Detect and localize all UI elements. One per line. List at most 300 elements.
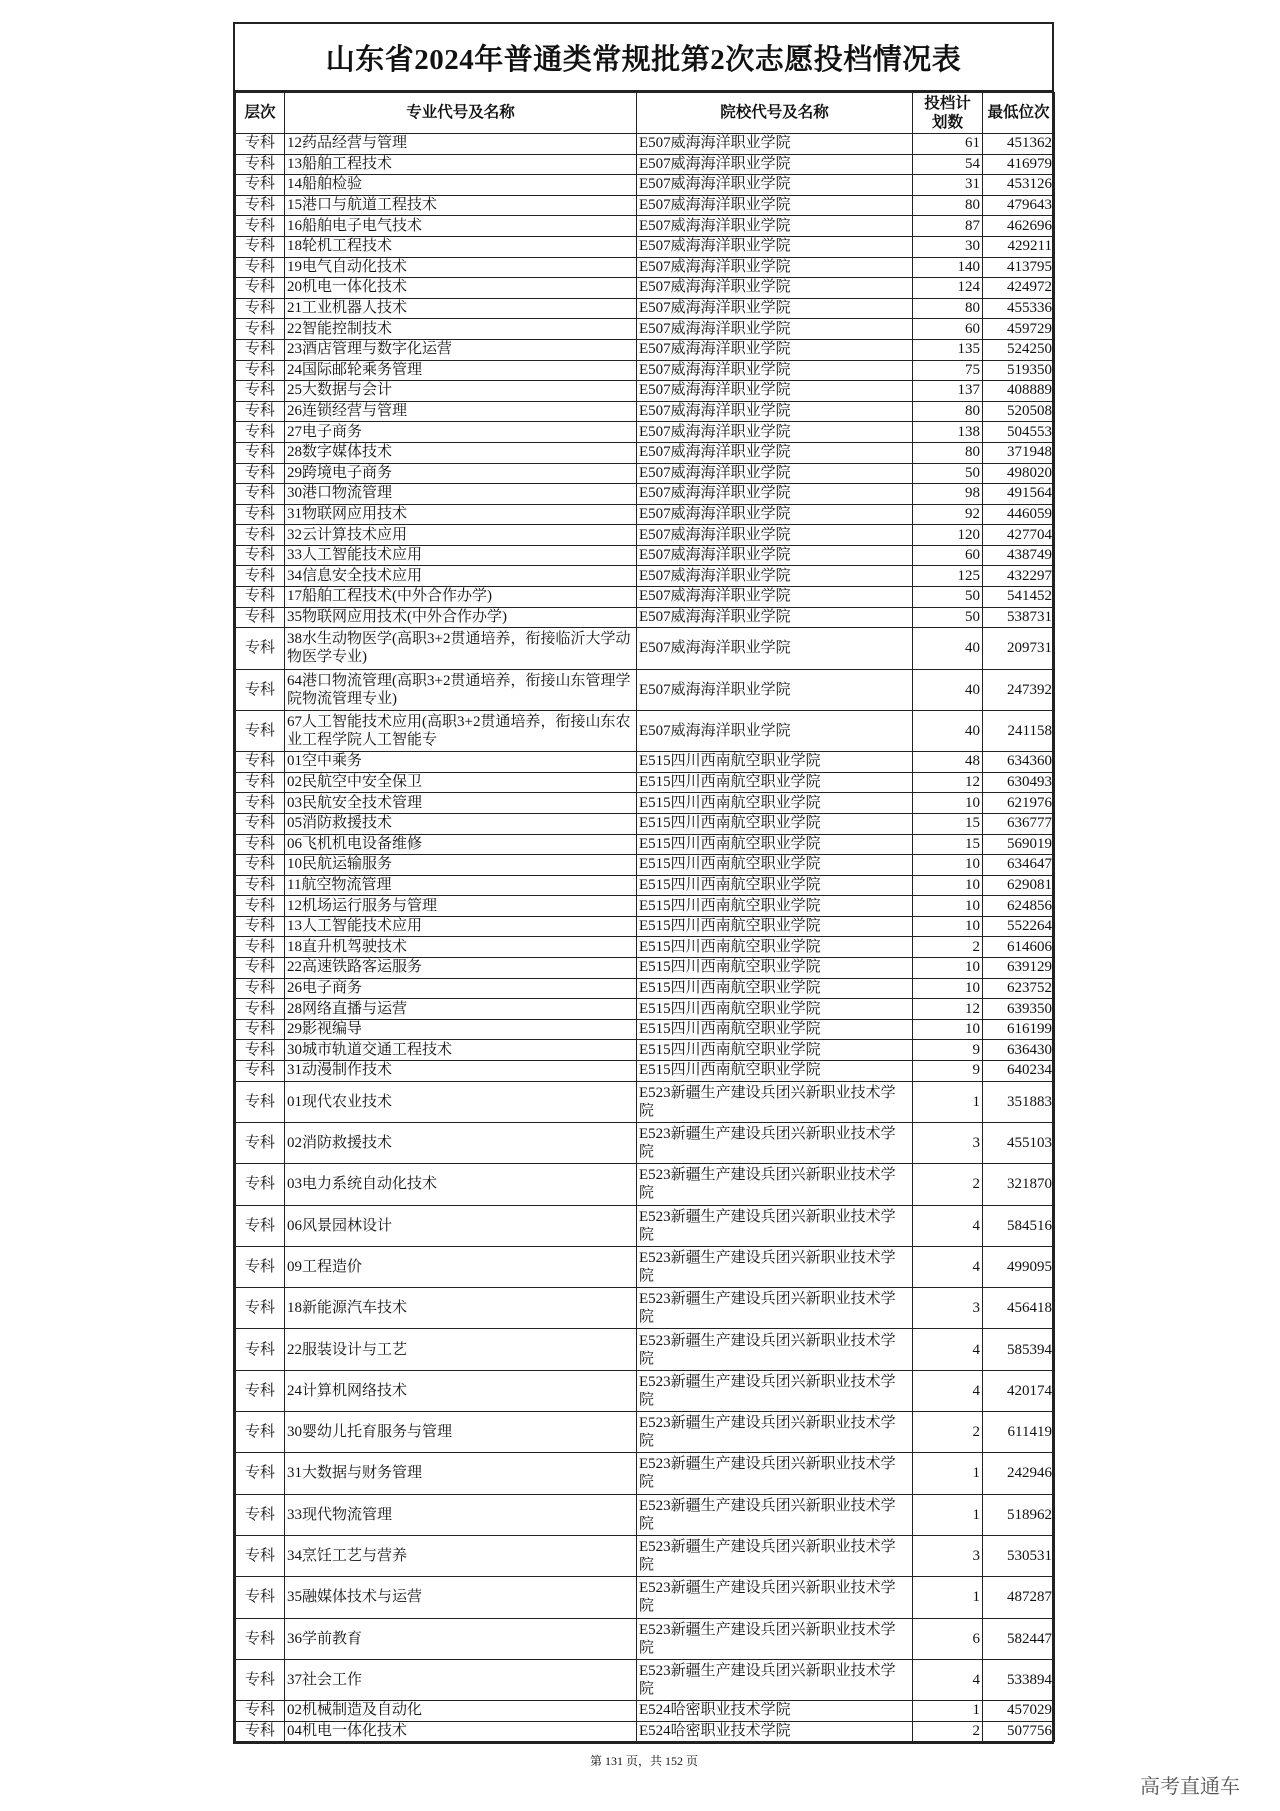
cell-major: 25大数据与会计 [285, 381, 637, 402]
cell-rank: 456418 [983, 1288, 1055, 1329]
cell-rank: 639350 [983, 999, 1055, 1020]
cell-school: E515四川西南航空职业学院 [637, 834, 913, 855]
table-row [236, 442, 1055, 463]
cell-plan: 80 [913, 442, 983, 463]
cell-school: E523新疆生产建设兵团兴新职业技术学院 [637, 1164, 913, 1205]
cell-plan: 120 [913, 525, 983, 546]
cell-plan: 10 [913, 875, 983, 896]
cell-major: 30婴幼儿托育服务与管理 [285, 1412, 637, 1453]
cell-major: 64港口物流管理(高职3+2贯通培养，衔接山东管理学院物流管理专业) [285, 669, 637, 710]
cell-level: 专科 [236, 257, 285, 278]
cell-level: 专科 [236, 958, 285, 979]
cell-rank: 424972 [983, 278, 1055, 299]
cell-plan: 30 [913, 236, 983, 257]
table-row [236, 1618, 1055, 1659]
cell-plan: 15 [913, 813, 983, 834]
table-row [236, 1040, 1055, 1061]
cell-major: 18直升机驾驶技术 [285, 937, 637, 958]
cell-rank: 241158 [983, 710, 1055, 751]
cell-plan: 40 [913, 669, 983, 710]
cell-level: 专科 [236, 875, 285, 896]
table-row [236, 1019, 1055, 1040]
cell-major: 38水生动物医学(高职3+2贯通培养，衔接临沂大学动物医学专业) [285, 628, 637, 669]
cell-plan: 10 [913, 958, 983, 979]
cell-school: E523新疆生产建设兵团兴新职业技术学院 [637, 1288, 913, 1329]
cell-plan: 40 [913, 710, 983, 751]
cell-level: 专科 [236, 628, 285, 669]
table-row [236, 916, 1055, 937]
cell-major: 37社会工作 [285, 1659, 637, 1700]
cell-major: 10民航运输服务 [285, 855, 637, 876]
cell-plan: 2 [913, 1164, 983, 1205]
cell-school: E507威海海洋职业学院 [637, 134, 913, 155]
cell-rank: 455103 [983, 1122, 1055, 1163]
table-row [236, 278, 1055, 299]
cell-rank: 451362 [983, 134, 1055, 155]
cell-level: 专科 [236, 278, 285, 299]
cell-plan: 125 [913, 566, 983, 587]
cell-level: 专科 [236, 216, 285, 237]
cell-school: E507威海海洋职业学院 [637, 607, 913, 628]
cell-school: E515四川西南航空职业学院 [637, 855, 913, 876]
cell-plan: 1 [913, 1701, 983, 1722]
header-plan: 投档计划数 [913, 93, 983, 134]
cell-level: 专科 [236, 298, 285, 319]
cell-major: 20机电一体化技术 [285, 278, 637, 299]
table-row [236, 1164, 1055, 1205]
cell-level: 专科 [236, 793, 285, 814]
table-row [236, 1081, 1055, 1122]
cell-plan: 54 [913, 154, 983, 175]
cell-level: 专科 [236, 319, 285, 340]
cell-major: 02机械制造及自动化 [285, 1701, 637, 1722]
cell-level: 专科 [236, 772, 285, 793]
cell-major: 31大数据与财务管理 [285, 1453, 637, 1494]
table-row [236, 937, 1055, 958]
cell-plan: 9 [913, 1040, 983, 1061]
cell-school: E507威海海洋职业学院 [637, 360, 913, 381]
table-row [236, 1205, 1055, 1246]
cell-plan: 9 [913, 1061, 983, 1082]
cell-level: 专科 [236, 1329, 285, 1370]
cell-rank: 427704 [983, 525, 1055, 546]
table-row [236, 772, 1055, 793]
cell-plan: 12 [913, 999, 983, 1020]
cell-major: 31动漫制作技术 [285, 1061, 637, 1082]
cell-school: E507威海海洋职业学院 [637, 278, 913, 299]
cell-level: 专科 [236, 442, 285, 463]
cell-level: 专科 [236, 813, 285, 834]
cell-major: 14船舶检验 [285, 175, 637, 196]
cell-major: 26连锁经营与管理 [285, 401, 637, 422]
cell-level: 专科 [236, 999, 285, 1020]
cell-rank: 455336 [983, 298, 1055, 319]
cell-plan: 10 [913, 855, 983, 876]
cell-major: 32云计算技术应用 [285, 525, 637, 546]
cell-major: 31物联网应用技术 [285, 504, 637, 525]
cell-level: 专科 [236, 1494, 285, 1535]
cell-rank: 538731 [983, 607, 1055, 628]
cell-school: E515四川西南航空职业学院 [637, 1040, 913, 1061]
cell-level: 专科 [236, 360, 285, 381]
cell-school: E523新疆生产建设兵团兴新职业技术学院 [637, 1246, 913, 1287]
cell-level: 专科 [236, 1659, 285, 1700]
cell-school: E523新疆生产建设兵团兴新职业技术学院 [637, 1081, 913, 1122]
cell-level: 专科 [236, 525, 285, 546]
cell-rank: 507756 [983, 1721, 1055, 1742]
cell-major: 13船舶工程技术 [285, 154, 637, 175]
cell-rank: 487287 [983, 1577, 1055, 1618]
page-title: 山东省2024年普通类常规批第2次志愿投档情况表 [235, 24, 1052, 92]
cell-school: E507威海海洋职业学院 [637, 463, 913, 484]
cell-school: E507威海海洋职业学院 [637, 504, 913, 525]
cell-school: E523新疆生产建设兵团兴新职业技术学院 [637, 1453, 913, 1494]
cell-plan: 50 [913, 607, 983, 628]
cell-level: 专科 [236, 236, 285, 257]
cell-level: 专科 [236, 752, 285, 773]
cell-plan: 10 [913, 896, 983, 917]
cell-plan: 12 [913, 772, 983, 793]
cell-plan: 61 [913, 134, 983, 155]
cell-plan: 4 [913, 1329, 983, 1370]
cell-rank: 533894 [983, 1659, 1055, 1700]
cell-plan: 1 [913, 1494, 983, 1535]
table-row [236, 401, 1055, 422]
cell-school: E507威海海洋职业学院 [637, 175, 913, 196]
table-row [236, 360, 1055, 381]
cell-school: E523新疆生产建设兵团兴新职业技术学院 [637, 1122, 913, 1163]
table-row [236, 1701, 1055, 1722]
cell-plan: 2 [913, 937, 983, 958]
header-rank: 最低位次 [983, 93, 1055, 134]
cell-major: 02消防救援技术 [285, 1122, 637, 1163]
cell-level: 专科 [236, 978, 285, 999]
cell-level: 专科 [236, 1246, 285, 1287]
cell-major: 22服装设计与工艺 [285, 1329, 637, 1370]
table-row [236, 319, 1055, 340]
cell-rank: 569019 [983, 834, 1055, 855]
cell-rank: 209731 [983, 628, 1055, 669]
cell-level: 专科 [236, 587, 285, 608]
table-row [236, 1494, 1055, 1535]
cell-major: 09工程造价 [285, 1246, 637, 1287]
cell-level: 专科 [236, 1164, 285, 1205]
cell-school: E507威海海洋职业学院 [637, 154, 913, 175]
cell-school: E507威海海洋职业学院 [637, 339, 913, 360]
cell-rank: 634360 [983, 752, 1055, 773]
cell-school: E507威海海洋职业学院 [637, 236, 913, 257]
cell-rank: 629081 [983, 875, 1055, 896]
cell-major: 19电气自动化技术 [285, 257, 637, 278]
table-header-row [236, 93, 1055, 134]
cell-school: E515四川西南航空职业学院 [637, 793, 913, 814]
table-row [236, 1246, 1055, 1287]
cell-rank: 616199 [983, 1019, 1055, 1040]
cell-major: 11航空物流管理 [285, 875, 637, 896]
cell-rank: 491564 [983, 484, 1055, 505]
table-row [236, 1535, 1055, 1576]
cell-plan: 10 [913, 793, 983, 814]
cell-major: 36学前教育 [285, 1618, 637, 1659]
cell-rank: 499095 [983, 1246, 1055, 1287]
cell-rank: 519350 [983, 360, 1055, 381]
cell-major: 03电力系统自动化技术 [285, 1164, 637, 1205]
cell-plan: 138 [913, 422, 983, 443]
table-row [236, 710, 1055, 751]
cell-plan: 4 [913, 1659, 983, 1700]
cell-rank: 438749 [983, 545, 1055, 566]
cell-school: E515四川西南航空职业学院 [637, 896, 913, 917]
cell-plan: 124 [913, 278, 983, 299]
cell-school: E515四川西南航空职业学院 [637, 978, 913, 999]
cell-rank: 639129 [983, 958, 1055, 979]
table-row [236, 1659, 1055, 1700]
cell-level: 专科 [236, 855, 285, 876]
cell-level: 专科 [236, 1618, 285, 1659]
cell-school: E507威海海洋职业学院 [637, 525, 913, 546]
cell-school: E507威海海洋职业学院 [637, 257, 913, 278]
cell-level: 专科 [236, 484, 285, 505]
cell-major: 17船舶工程技术(中外合作办学) [285, 587, 637, 608]
table-row [236, 134, 1055, 155]
cell-plan: 98 [913, 484, 983, 505]
watermark: 高考直通车 [1140, 1774, 1240, 1798]
cell-major: 01空中乘务 [285, 752, 637, 773]
cell-level: 专科 [236, 566, 285, 587]
cell-major: 22高速铁路客运服务 [285, 958, 637, 979]
cell-school: E515四川西南航空职业学院 [637, 937, 913, 958]
cell-rank: 621976 [983, 793, 1055, 814]
cell-level: 专科 [236, 896, 285, 917]
cell-major: 23酒店管理与数字化运营 [285, 339, 637, 360]
table-row [236, 999, 1055, 1020]
cell-school: E507威海海洋职业学院 [637, 319, 913, 340]
table-row [236, 1577, 1055, 1618]
cell-level: 专科 [236, 1122, 285, 1163]
cell-plan: 1 [913, 1577, 983, 1618]
table-row [236, 813, 1055, 834]
cell-plan: 2 [913, 1412, 983, 1453]
cell-level: 专科 [236, 1412, 285, 1453]
cell-level: 专科 [236, 339, 285, 360]
cell-school: E507威海海洋职业学院 [637, 545, 913, 566]
cell-major: 06飞机机电设备维修 [285, 834, 637, 855]
cell-rank: 242946 [983, 1453, 1055, 1494]
cell-school: E523新疆生产建设兵团兴新职业技术学院 [637, 1412, 913, 1453]
cell-rank: 541452 [983, 587, 1055, 608]
cell-major: 16船舶电子电气技术 [285, 216, 637, 237]
cell-rank: 432297 [983, 566, 1055, 587]
table-row [236, 587, 1055, 608]
cell-major: 35融媒体技术与运营 [285, 1577, 637, 1618]
cell-school: E515四川西南航空职业学院 [637, 772, 913, 793]
cell-major: 22智能控制技术 [285, 319, 637, 340]
cell-school: E515四川西南航空职业学院 [637, 1019, 913, 1040]
cell-major: 27电子商务 [285, 422, 637, 443]
cell-major: 28网络直播与运营 [285, 999, 637, 1020]
cell-rank: 530531 [983, 1535, 1055, 1576]
table-row [236, 154, 1055, 175]
cell-school: E523新疆生产建设兵团兴新职业技术学院 [637, 1370, 913, 1411]
cell-level: 专科 [236, 381, 285, 402]
cell-major: 29影视编导 [285, 1019, 637, 1040]
cell-level: 专科 [236, 1535, 285, 1576]
cell-level: 专科 [236, 1577, 285, 1618]
cell-plan: 3 [913, 1288, 983, 1329]
cell-rank: 457029 [983, 1701, 1055, 1722]
table-row [236, 1370, 1055, 1411]
table-row [236, 958, 1055, 979]
cell-plan: 10 [913, 1019, 983, 1040]
cell-school: E507威海海洋职业学院 [637, 442, 913, 463]
table-row [236, 1721, 1055, 1742]
table-row [236, 504, 1055, 525]
cell-school: E507威海海洋职业学院 [637, 298, 913, 319]
cell-rank: 504553 [983, 422, 1055, 443]
cell-major: 30港口物流管理 [285, 484, 637, 505]
cell-school: E523新疆生产建设兵团兴新职业技术学院 [637, 1577, 913, 1618]
cell-rank: 413795 [983, 257, 1055, 278]
cell-plan: 15 [913, 834, 983, 855]
table-row [236, 1122, 1055, 1163]
cell-school: E515四川西南航空职业学院 [637, 875, 913, 896]
table-row [236, 545, 1055, 566]
table-row [236, 1329, 1055, 1370]
cell-plan: 92 [913, 504, 983, 525]
cell-level: 专科 [236, 1061, 285, 1082]
table-row [236, 422, 1055, 443]
cell-school: E507威海海洋职业学院 [637, 422, 913, 443]
cell-plan: 40 [913, 628, 983, 669]
cell-school: E515四川西南航空职业学院 [637, 958, 913, 979]
table-row [236, 381, 1055, 402]
cell-level: 专科 [236, 504, 285, 525]
cell-school: E524哈密职业技术学院 [637, 1721, 913, 1742]
cell-major: 30城市轨道交通工程技术 [285, 1040, 637, 1061]
cell-rank: 623752 [983, 978, 1055, 999]
cell-major: 21工业机器人技术 [285, 298, 637, 319]
cell-plan: 10 [913, 978, 983, 999]
cell-plan: 4 [913, 1370, 983, 1411]
cell-major: 06风景园林设计 [285, 1205, 637, 1246]
cell-level: 专科 [236, 1081, 285, 1122]
cell-plan: 87 [913, 216, 983, 237]
cell-level: 专科 [236, 1205, 285, 1246]
cell-major: 33人工智能技术应用 [285, 545, 637, 566]
cell-level: 专科 [236, 463, 285, 484]
page-number: 第 131 页，共 152 页 [589, 1754, 698, 1768]
cell-rank: 416979 [983, 154, 1055, 175]
header-major: 专业代号及名称 [285, 93, 637, 134]
table-row [236, 669, 1055, 710]
table-row [236, 195, 1055, 216]
table-row [236, 175, 1055, 196]
table-row [236, 834, 1055, 855]
cell-plan: 50 [913, 587, 983, 608]
cell-rank: 321870 [983, 1164, 1055, 1205]
cell-major: 34信息安全技术应用 [285, 566, 637, 587]
table-row [236, 978, 1055, 999]
cell-plan: 80 [913, 401, 983, 422]
cell-rank: 459729 [983, 319, 1055, 340]
cell-school: E507威海海洋职业学院 [637, 628, 913, 669]
cell-rank: 552264 [983, 916, 1055, 937]
cell-school: E523新疆生产建设兵团兴新职业技术学院 [637, 1329, 913, 1370]
cell-plan: 50 [913, 463, 983, 484]
cell-level: 专科 [236, 1040, 285, 1061]
cell-level: 专科 [236, 1019, 285, 1040]
cell-level: 专科 [236, 937, 285, 958]
table-row [236, 298, 1055, 319]
table-row [236, 752, 1055, 773]
cell-plan: 75 [913, 360, 983, 381]
cell-school: E507威海海洋职业学院 [637, 587, 913, 608]
cell-plan: 80 [913, 298, 983, 319]
cell-major: 29跨境电子商务 [285, 463, 637, 484]
cell-rank: 614606 [983, 937, 1055, 958]
cell-rank: 584516 [983, 1205, 1055, 1246]
cell-plan: 1 [913, 1081, 983, 1122]
cell-major: 01现代农业技术 [285, 1081, 637, 1122]
cell-school: E523新疆生产建设兵团兴新职业技术学院 [637, 1618, 913, 1659]
cell-school: E515四川西南航空职业学院 [637, 752, 913, 773]
cell-plan: 4 [913, 1205, 983, 1246]
table-row [236, 236, 1055, 257]
cell-school: E523新疆生产建设兵团兴新职业技术学院 [637, 1494, 913, 1535]
cell-school: E515四川西南航空职业学院 [637, 999, 913, 1020]
cell-rank: 640234 [983, 1061, 1055, 1082]
cell-plan: 60 [913, 545, 983, 566]
cell-level: 专科 [236, 1701, 285, 1722]
cell-level: 专科 [236, 607, 285, 628]
cell-rank: 408889 [983, 381, 1055, 402]
cell-level: 专科 [236, 669, 285, 710]
cell-major: 26电子商务 [285, 978, 637, 999]
table-row [236, 463, 1055, 484]
cell-major: 05消防救援技术 [285, 813, 637, 834]
cell-rank: 636777 [983, 813, 1055, 834]
table-row [236, 875, 1055, 896]
table-row [236, 855, 1055, 876]
cell-plan: 135 [913, 339, 983, 360]
cell-rank: 479643 [983, 195, 1055, 216]
admission-table-sheet [233, 22, 1054, 1744]
cell-major: 24国际邮轮乘务管理 [285, 360, 637, 381]
cell-rank: 636430 [983, 1040, 1055, 1061]
cell-major: 12机场运行服务与管理 [285, 896, 637, 917]
cell-school: E507威海海洋职业学院 [637, 566, 913, 587]
table-row [236, 1061, 1055, 1082]
cell-level: 专科 [236, 422, 285, 443]
cell-plan: 140 [913, 257, 983, 278]
cell-rank: 524250 [983, 339, 1055, 360]
table-row [236, 484, 1055, 505]
table-body [236, 134, 1055, 1742]
header-school: 院校代号及名称 [637, 93, 913, 134]
table-row [236, 339, 1055, 360]
table-row [236, 1453, 1055, 1494]
cell-rank: 446059 [983, 504, 1055, 525]
table-row [236, 1288, 1055, 1329]
table-row [236, 566, 1055, 587]
cell-plan: 4 [913, 1246, 983, 1287]
cell-level: 专科 [236, 710, 285, 751]
cell-level: 专科 [236, 401, 285, 422]
cell-plan: 3 [913, 1122, 983, 1163]
cell-rank: 634647 [983, 855, 1055, 876]
cell-level: 专科 [236, 134, 285, 155]
table-row [236, 1412, 1055, 1453]
